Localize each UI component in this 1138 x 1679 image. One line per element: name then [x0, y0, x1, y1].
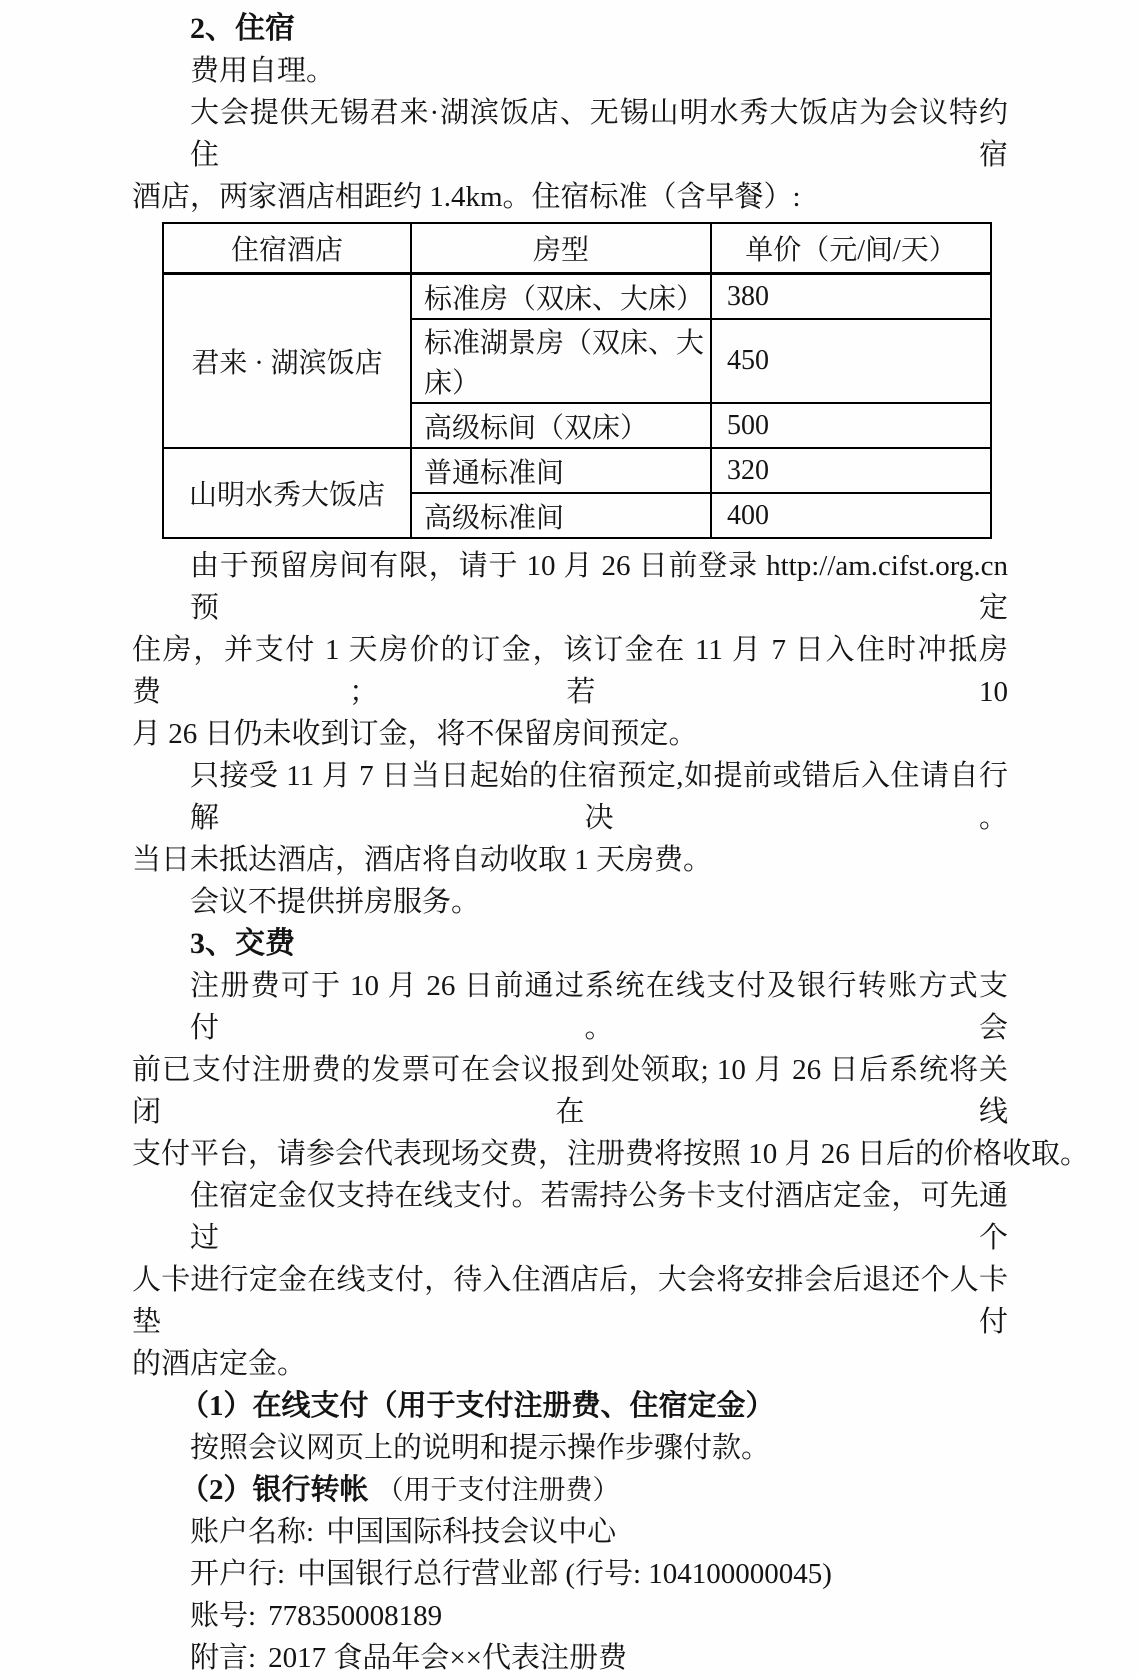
- subheading-bank-transfer: [132, 1469, 1008, 1511]
- paragraph-self-pay: 费用自理。: [190, 55, 336, 87]
- paragraph-deposit-line3: 的酒店定金。: [132, 1348, 307, 1380]
- paragraph-registration-line3: 支付平台，请参会代表现场交费，注册费将按照 10 月 26 日后的价格收取。: [132, 1138, 1090, 1170]
- paragraph-deposit-line1: 住宿定金仅支持在线支付。若需持公务卡支付酒店定金，可先通过个: [190, 1180, 1008, 1254]
- subheading-online-payment: （1）在线支付（用于支付注册费、住宿定金）: [180, 1390, 775, 1422]
- bank-account-name-line: [132, 1511, 1008, 1553]
- paragraph-registration-line2: 前已支付注册费的发票可在会议报到处领取; 10 月 26 日后系统将关闭在线: [132, 1054, 1008, 1128]
- table-cell-hotel-1: 君来 · 湖滨饭店: [163, 274, 411, 449]
- bank-account-name-value: 中国国际科技会议中心: [326, 1516, 617, 1548]
- bank-account-name-label: 账户名称:: [190, 1516, 315, 1548]
- table-cell-room-type: 标准房（双床、大床）: [411, 274, 711, 320]
- paragraph-booking-line3: 月 26 日仍未收到订金，将不保留房间预定。: [132, 718, 698, 750]
- paragraph-online-payment-note: 按照会议网页上的说明和提示操作步骤付款。: [190, 1432, 771, 1464]
- table-cell-room-type: 标准湖景房（双床、大床）: [411, 319, 711, 403]
- bank-memo-line: [132, 1637, 1008, 1679]
- bank-account-no-line: [132, 1595, 1008, 1637]
- bank-branch-value: 中国银行总行营业部 (行号: 104100000045): [297, 1558, 832, 1590]
- bank-branch-label: 开户行:: [190, 1558, 286, 1590]
- paragraph-registration-line1: 注册费可于 10 月 26 日前通过系统在线支付及银行转账方式支付。会: [190, 970, 1008, 1044]
- paragraph-deposit-line2: 人卡进行定金在线支付，待入住酒店后，大会将安排会后退还个人卡垫付: [132, 1264, 1008, 1338]
- table-cell-room-type: 高级标准间: [411, 493, 711, 538]
- paragraph-checkin-line1: 只接受 11 月 7 日当日起始的住宿预定,如提前或错后入住请自行解决。: [190, 760, 1008, 834]
- subheading-bank-transfer-suffix: （用于支付注册费）: [376, 1475, 620, 1505]
- section-heading-accommodation: 2、住宿: [190, 12, 295, 45]
- paragraph-hotels-line1: 大会提供无锡君来·湖滨饭店、无锡山明水秀大饭店为会议特约住宿: [190, 97, 1008, 171]
- table-row: [163, 448, 991, 493]
- table-header-price: 单价（元/间/天）: [711, 223, 991, 274]
- paragraph-no-room-sharing: 会议不提供拼房服务。: [190, 886, 481, 918]
- subheading-bank-transfer-title: （2）银行转帐: [180, 1474, 369, 1506]
- paragraph-hotels-line2: 酒店，两家酒店相距约 1.4km。住宿标准（含早餐）:: [132, 181, 801, 213]
- table-cell-price: 320: [711, 448, 991, 493]
- table-cell-room-type: 普通标准间: [411, 448, 711, 493]
- bank-memo-value: 2017 食品年会××代表注册费: [268, 1642, 628, 1674]
- table-header-room-type: 房型: [411, 223, 711, 274]
- bank-account-no-label: 账号:: [190, 1600, 257, 1632]
- hotel-price-table: [162, 222, 992, 539]
- table-cell-price: 450: [711, 319, 991, 403]
- section-heading-payment: 3、交费: [190, 927, 295, 960]
- paragraph-checkin-line2: 当日未抵达酒店，酒店将自动收取 1 天房费。: [132, 844, 713, 876]
- bank-branch-line: [132, 1553, 1008, 1595]
- table-cell-price: 500: [711, 403, 991, 448]
- table-cell-price: 380: [711, 274, 991, 320]
- table-cell-hotel-2: 山明水秀大饭店: [163, 448, 411, 538]
- table-row: [163, 274, 991, 320]
- bank-memo-label: 附言:: [190, 1642, 257, 1674]
- bank-account-no-value: 778350008189: [268, 1600, 443, 1632]
- paragraph-booking-line2: 住房，并支付 1 天房价的订金，该订金在 11 月 7 日入住时冲抵房费；若 10: [132, 634, 1008, 708]
- paragraph-booking-line1: 由于预留房间有限，请于 10 月 26 日前登录 http://am.cifst.org.cn 预定: [190, 550, 1008, 624]
- table-header-hotel: 住宿酒店: [163, 223, 411, 274]
- table-header-row: [163, 223, 991, 274]
- table-cell-price: 400: [711, 493, 991, 538]
- table-cell-room-type: 高级标间（双床）: [411, 403, 711, 448]
